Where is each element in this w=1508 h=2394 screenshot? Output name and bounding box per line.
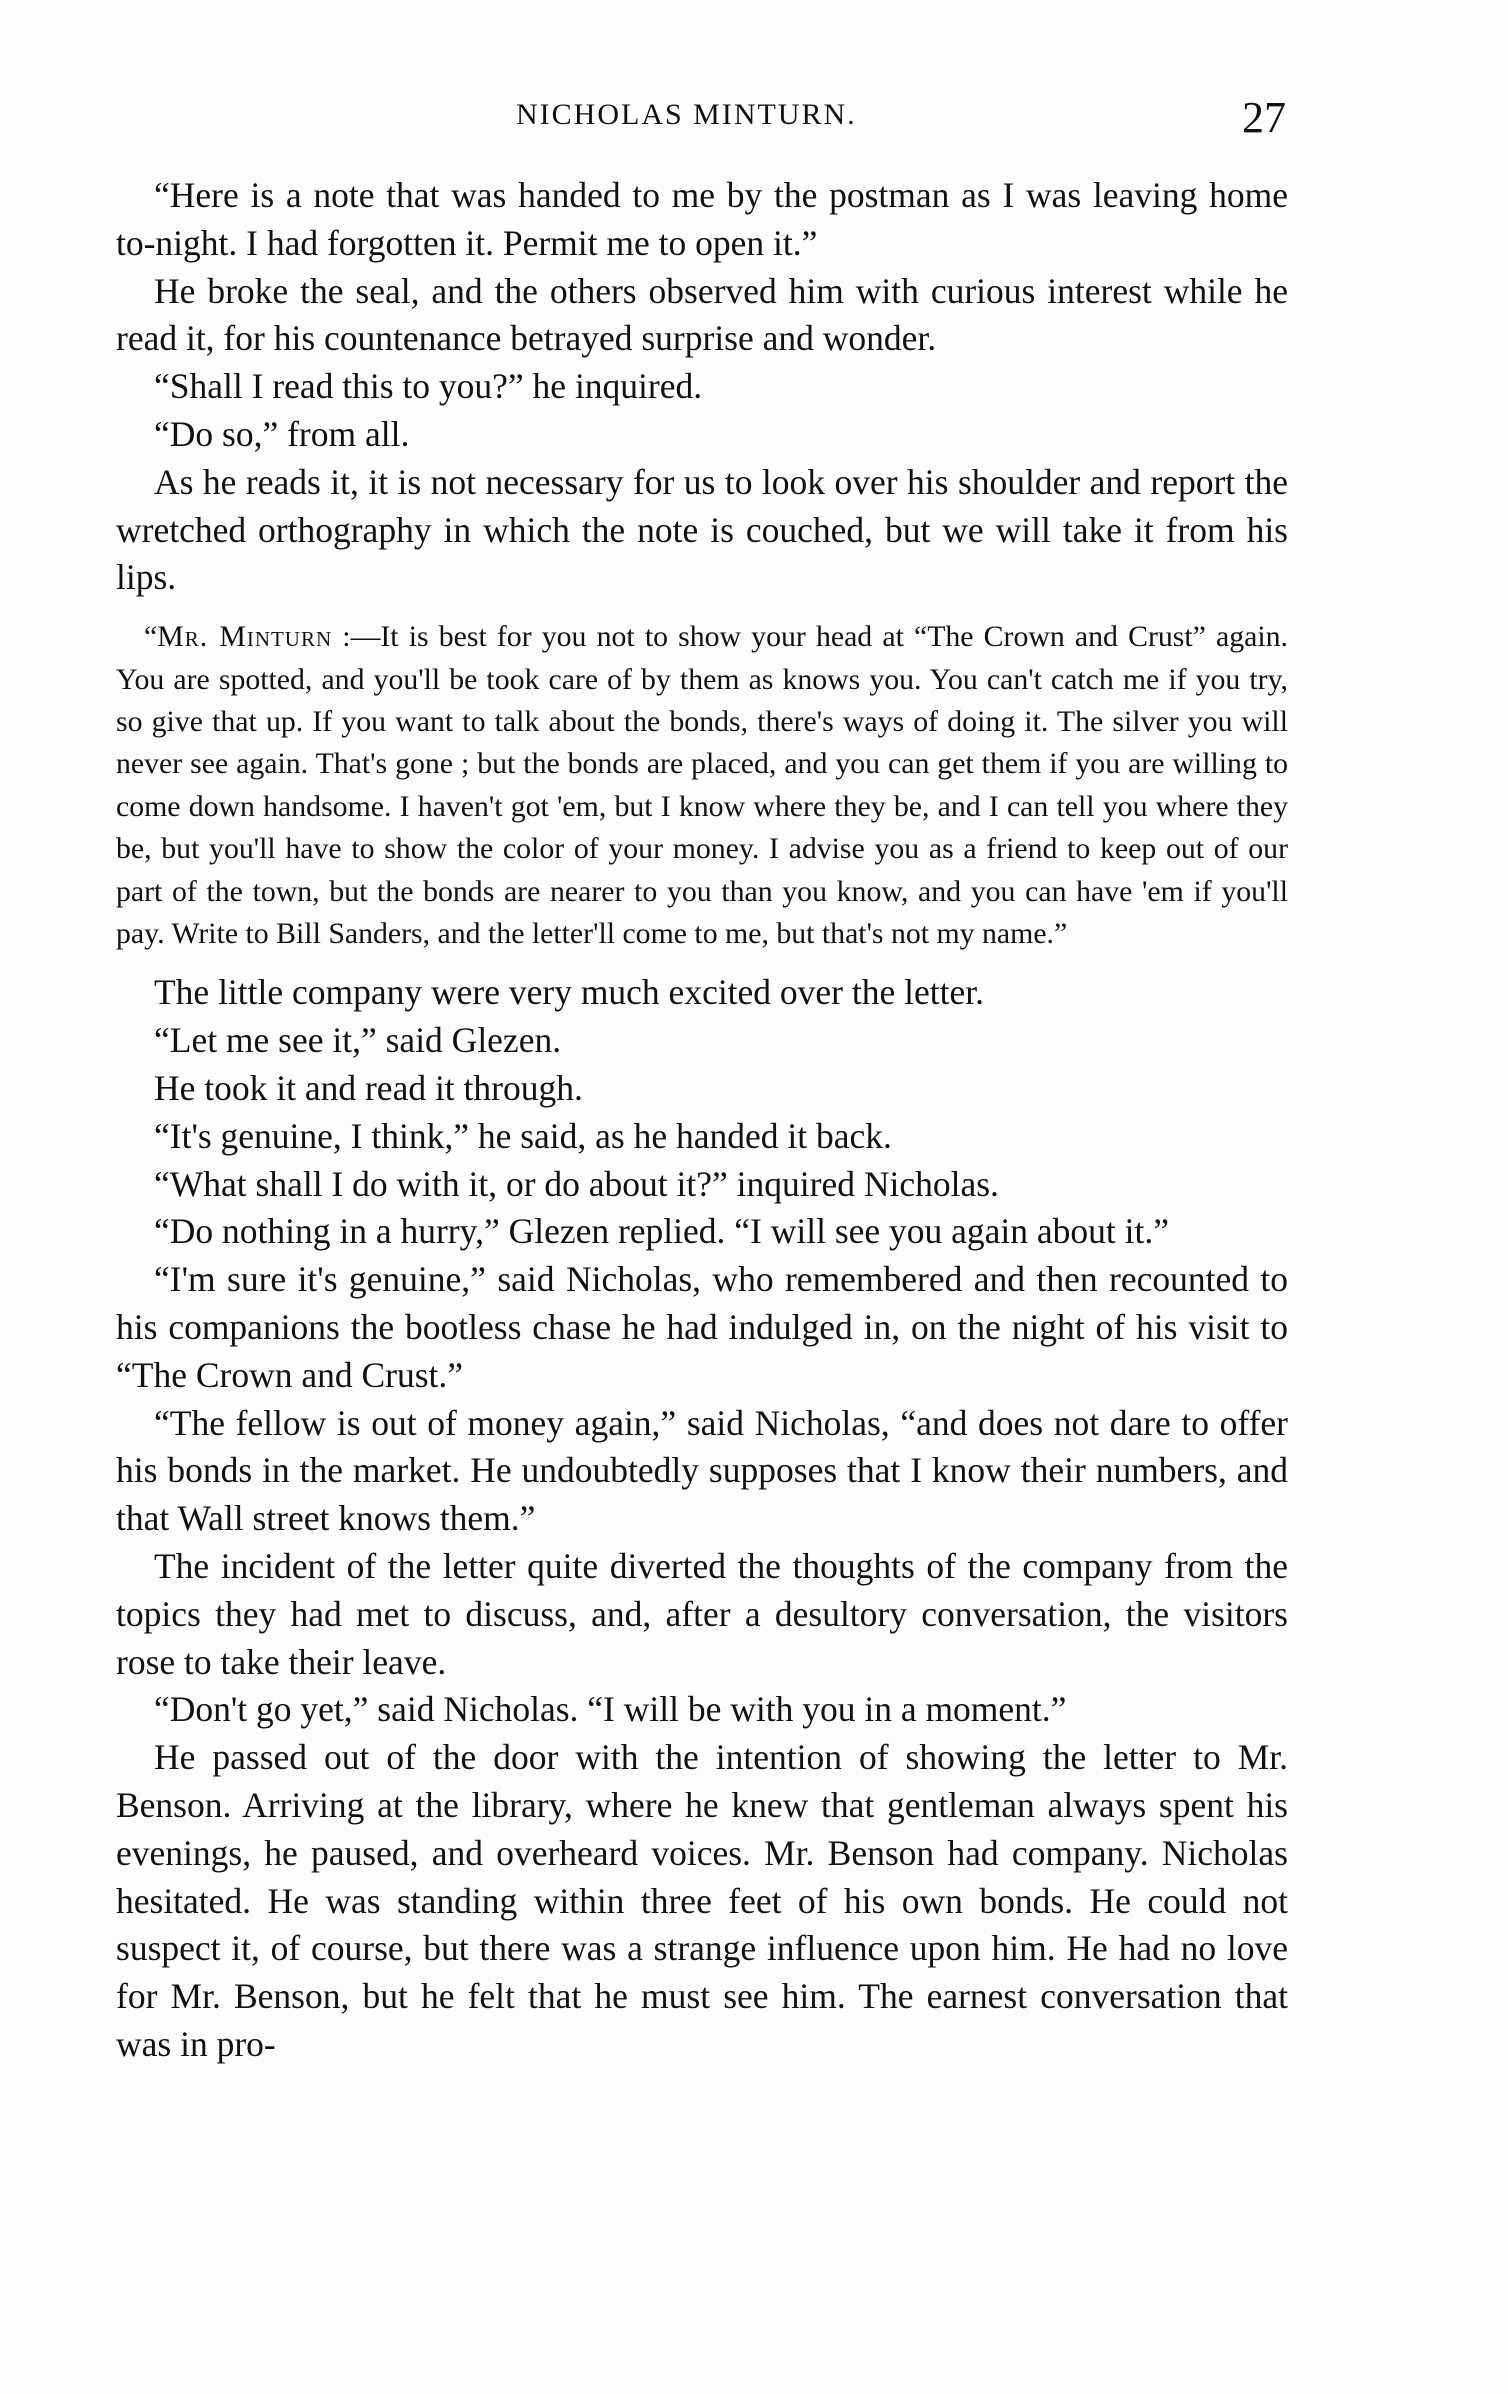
paragraph: He broke the seal, and the others observed him with curious interest while he read it, for his countenance betrayed surprise and wonder.	[116, 270, 1288, 359]
paragraph: As he reads it, it is not necessary for us to look over his shoulder and report the wretched orthography in which the note is couched, but we will take it from his lips.	[116, 461, 1288, 598]
paragraph: “Shall I read this to you?” he inquired.	[154, 366, 703, 407]
running-title: NICHOLAS MINTURN.	[516, 98, 857, 131]
paragraph: “I'm sure it's genuine,” said Nicholas, who remembered and then recounted to his companions the bootless chase he had indulged in, on the night of his visit to “The Crown and Crust.”	[116, 1259, 1288, 1395]
paragraph: “Do so,” from all.	[154, 413, 410, 454]
paragraph: The incident of the letter quite diverted the thoughts of the company from the topics they had met to discuss, and, after a desultory conversation, the visitors rose to take their leave.	[116, 1545, 1288, 1682]
quoted-letter: “Mr. Minturn :—It is best for you not to show your head at “The Crown and Crust” again. You are spotted, and you'll be took care of by them as knows you. You can't catch me if you try, so give that up. If you want to talk about the bonds, there's ways of doing it. The silver you will never see again. That's gone ; but the bonds are placed, and you can get them if you are willing to come down handsome. I haven't got 'em, but I know where they be, and I can tell you where they be, but you'll have to show the color of your money. I advise you as a friend to keep out of our part of the town, but the bonds are nearer to you than you know, and you can have 'em if you'll pay. Write to Bill Sanders, and the letter'll come to me, but that's not my name.”	[116, 620, 1289, 951]
paragraph: “The fellow is out of money again,” said Nicholas, “and does not dare to offer his bonds in the market. He undoubtedly supposes that I know their numbers, and that Wall street knows them.”	[116, 1402, 1288, 1539]
letter-salutation: Mr. Minturn	[157, 620, 333, 654]
paragraph: “Here is a note that was handed to me by the postman as I was leaving home to-night. I had forgotten it. Permit me to open it.”	[116, 175, 1288, 263]
paragraph: The little company were very much excited over the letter.	[154, 972, 984, 1013]
paragraph: “What shall I do with it, or do about it?” inquired Nicholas.	[154, 1163, 999, 1204]
body-text	[116, 172, 1288, 2069]
running-head	[116, 92, 1296, 152]
paragraph: “Do nothing in a hurry,” Glezen replied. “I will see you again about it.”	[154, 1211, 1170, 1252]
paragraph: He passed out of the door with the intention of showing the letter to Mr. Benson. Arriving at the library, where he knew that gentleman always spent his evenings, he paused, and overheard voices. Mr. Benson had company. Nicholas hesitated. He was standing within three feet of his own bonds. He could not suspect it, of course, but there was a strange influence upon him. He had no love for Mr. Benson, but he felt that he must see him. The earnest conversation that was in pro-	[116, 1737, 1288, 2064]
paragraph: “Don't go yet,” said Nicholas. “I will be with you in a moment.”	[154, 1689, 1067, 1730]
page-number: 27	[1242, 93, 1286, 142]
paragraph: He took it and read it through.	[154, 1068, 583, 1109]
paragraph: “It's genuine, I think,” he said, as he handed it back.	[154, 1115, 892, 1156]
paragraph: “Let me see it,” said Glezen.	[154, 1020, 562, 1061]
letter-body: :—It is best for you not to show your head at “The Crown and Crust” again. You are spotted, and you'll be took care of by them as knows you. You can't catch me if you try, so give that up. If you want to talk about the bonds, there's ways of doing it. The silver you will never see again. That's gone ; but the bonds are placed, and you can get them if you are willing to come down handsome. I haven't got 'em, but I know where they be, and I can tell you where they be, but you'll have to show the color of your money. I advise you as a friend to keep out of our part of the town, but the bonds are nearer to you than you know, and you can have 'em if you'll pay. Write to Bill Sanders, and the letter'll come to me, but that's not my name.”	[116, 620, 1289, 951]
